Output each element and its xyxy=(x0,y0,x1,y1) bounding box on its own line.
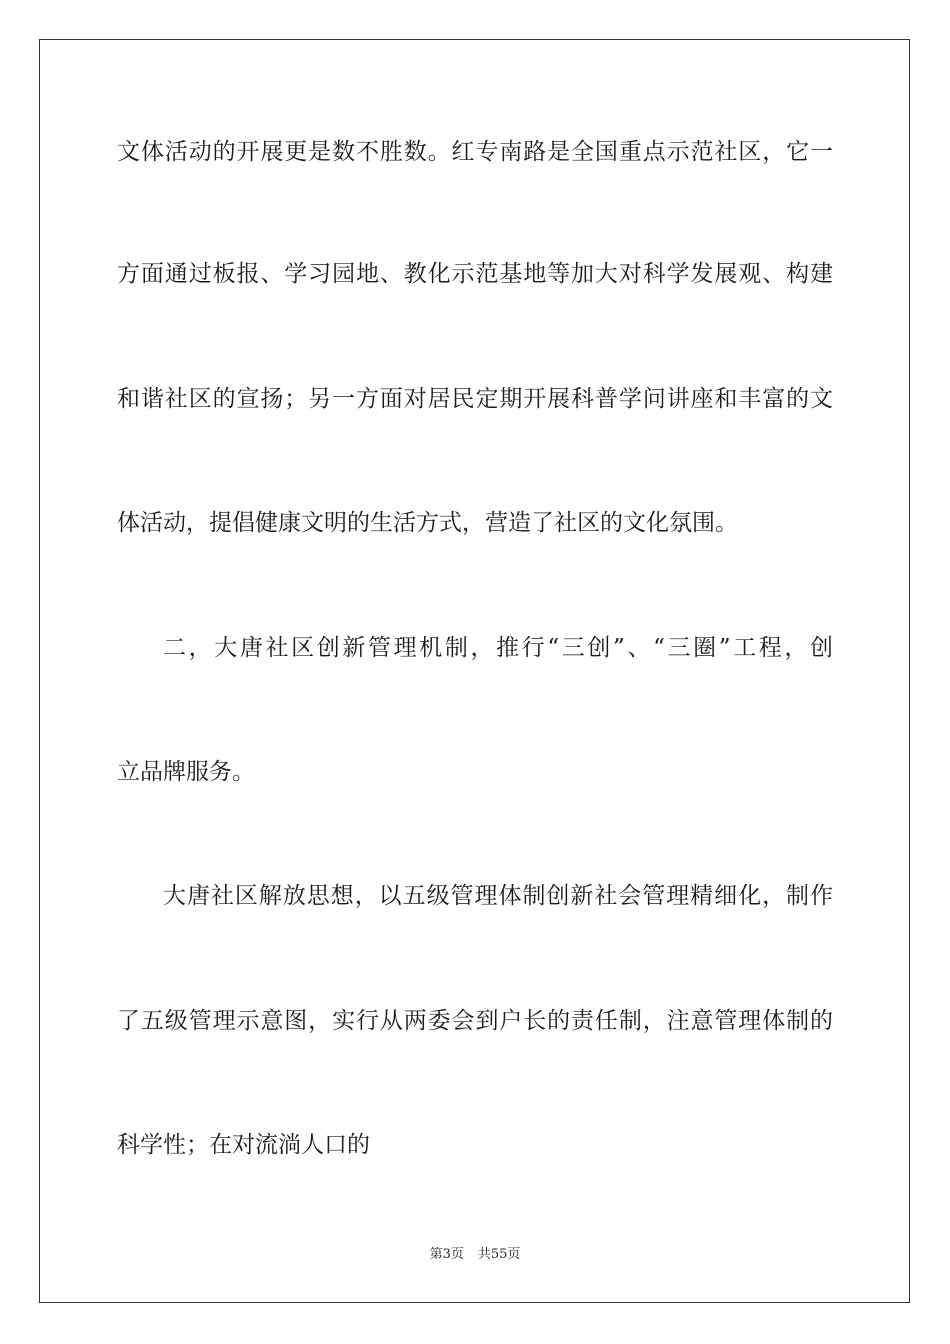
body-text-line: 科学性；在对流淌人口的 xyxy=(117,1132,370,1158)
body-text-line: 和谐社区的宣扬；另一方面对居民定期开展科普学问讲座和丰富的文 xyxy=(117,386,833,412)
section-heading-line: 立品牌服务。 xyxy=(117,759,255,785)
section-heading-line: 二，大唐社区创新管理机制，推行“三创”、“三圈”工程，创 xyxy=(163,635,833,661)
page-border xyxy=(39,39,910,1303)
body-text-line: 文体活动的开展更是数不胜数。红专南路是全国重点示范社区，它一 xyxy=(117,139,833,165)
page-total: 共55页 xyxy=(477,1247,521,1262)
body-text-line: 方面通过板报、学习园地、教化示范基地等加大对科学发展观、构建 xyxy=(117,261,833,287)
page-footer xyxy=(0,1246,950,1264)
page-number: 第3页 xyxy=(429,1247,464,1262)
body-text-line: 了五级管理示意图，实行从两委会到户长的责任制，注意管理体制的 xyxy=(117,1008,833,1034)
body-text-line: 大唐社区解放思想，以五级管理体制创新社会管理精细化，制作 xyxy=(163,883,833,909)
body-text-line: 体活动，提倡健康文明的生活方式，营造了社区的文化氛围。 xyxy=(117,510,738,536)
